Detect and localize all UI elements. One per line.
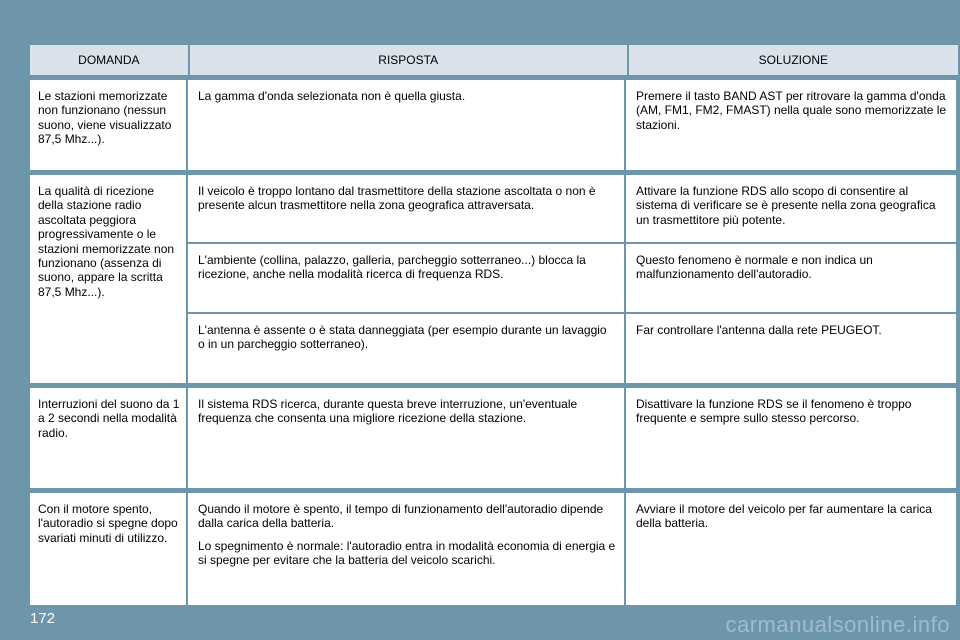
watermark: carmanualsonline.info: [725, 612, 950, 637]
answer-group: [188, 175, 958, 383]
answer-cell: [188, 493, 626, 605]
question-cell: Interruzioni del suono da 1 a 2 secondi nella modalità radio.: [30, 388, 188, 488]
answer-pair: [188, 244, 958, 314]
solution-cell: Questo fenomeno è normale e non indica un malfunzionamento dell'autoradio.: [626, 244, 956, 312]
table-row: [30, 388, 958, 488]
troubleshooting-table: [30, 45, 958, 610]
answer-cell: [188, 80, 626, 170]
answer-text: Lo spegnimento è normale: l'autoradio entra in modalità economia di energia e si spegne per evitare che la batteria del veicolo scarichi.: [198, 538, 616, 568]
answer-cell: [188, 175, 626, 242]
solution-cell: Far controllare l'antenna dalla rete PEUGEOT.: [626, 314, 956, 383]
table-header: [30, 45, 958, 75]
header-answer: RISPOSTA: [190, 45, 629, 75]
header-question: DOMANDA: [30, 45, 190, 75]
question-cell: La qualità di ricezione della stazione radio ascoltata peggiora progressivamente o le stazioni memorizzate non funzionano (assenza di suono, appare la scritta 87,5 Mhz...).: [30, 175, 188, 383]
answer-group: [188, 388, 958, 488]
answer-cell: [188, 314, 626, 383]
question-cell: Con il motore spento, l'autoradio si spegne dopo svariati minuti di utilizzo.: [30, 493, 188, 605]
table-row: [30, 175, 958, 383]
answer-text: Il veicolo è troppo lontano dal trasmettitore della stazione ascoltata o non è presente alcun trasmettitore nella zona geografica attraversata.: [198, 184, 596, 213]
solution-cell: Avviare il motore del veicolo per far aumentare la carica della batteria.: [626, 493, 956, 605]
answer-pair: [188, 314, 958, 383]
header-solution: SOLUZIONE: [629, 45, 958, 75]
table-row: [30, 80, 958, 170]
answer-group: [188, 80, 958, 170]
answer-text: Il sistema RDS ricerca, durante questa breve interruzione, un'eventuale frequenza che consenta una migliore ricezione della stazione.: [198, 397, 578, 426]
table-row: [30, 493, 958, 605]
solution-cell: Disattivare la funzione RDS se il fenomeno è troppo frequente e sempre sullo stesso percorso.: [626, 388, 956, 488]
answer-pair: [188, 388, 958, 488]
answer-text: Quando il motore è spento, il tempo di funzionamento dell'autoradio dipende dalla carica della batteria.: [198, 502, 604, 531]
answer-pair: [188, 493, 958, 605]
solution-cell: Premere il tasto BAND AST per ritrovare la gamma d'onda (AM, FM1, FM2, FMAST) nella quale sono memorizzate le stazioni.: [626, 80, 956, 170]
solution-cell: Attivare la funzione RDS allo scopo di consentire al sistema di verificare se è presente nella zona geografica un trasmettitore più potente.: [626, 175, 956, 242]
answer-text: L'antenna è assente o è stata danneggiata (per esempio durante un lavaggio o in un parcheggio sotterraneo).: [198, 323, 607, 352]
answer-cell: [188, 388, 626, 488]
question-cell: Le stazioni memorizzate non funzionano (nessun suono, viene visualizzato 87,5 Mhz...).: [30, 80, 188, 170]
answer-cell: [188, 244, 626, 312]
page-number: 172: [30, 610, 56, 627]
answer-text: L'ambiente (collina, palazzo, galleria, parcheggio sotterraneo...) blocca la ricezione, anche nella modalità ricerca di frequenza RDS.: [198, 253, 586, 282]
answer-pair: [188, 80, 958, 170]
answer-group: [188, 493, 958, 605]
answer-text: La gamma d'onda selezionata non è quella giusta.: [198, 89, 466, 103]
answer-pair: [188, 175, 958, 244]
